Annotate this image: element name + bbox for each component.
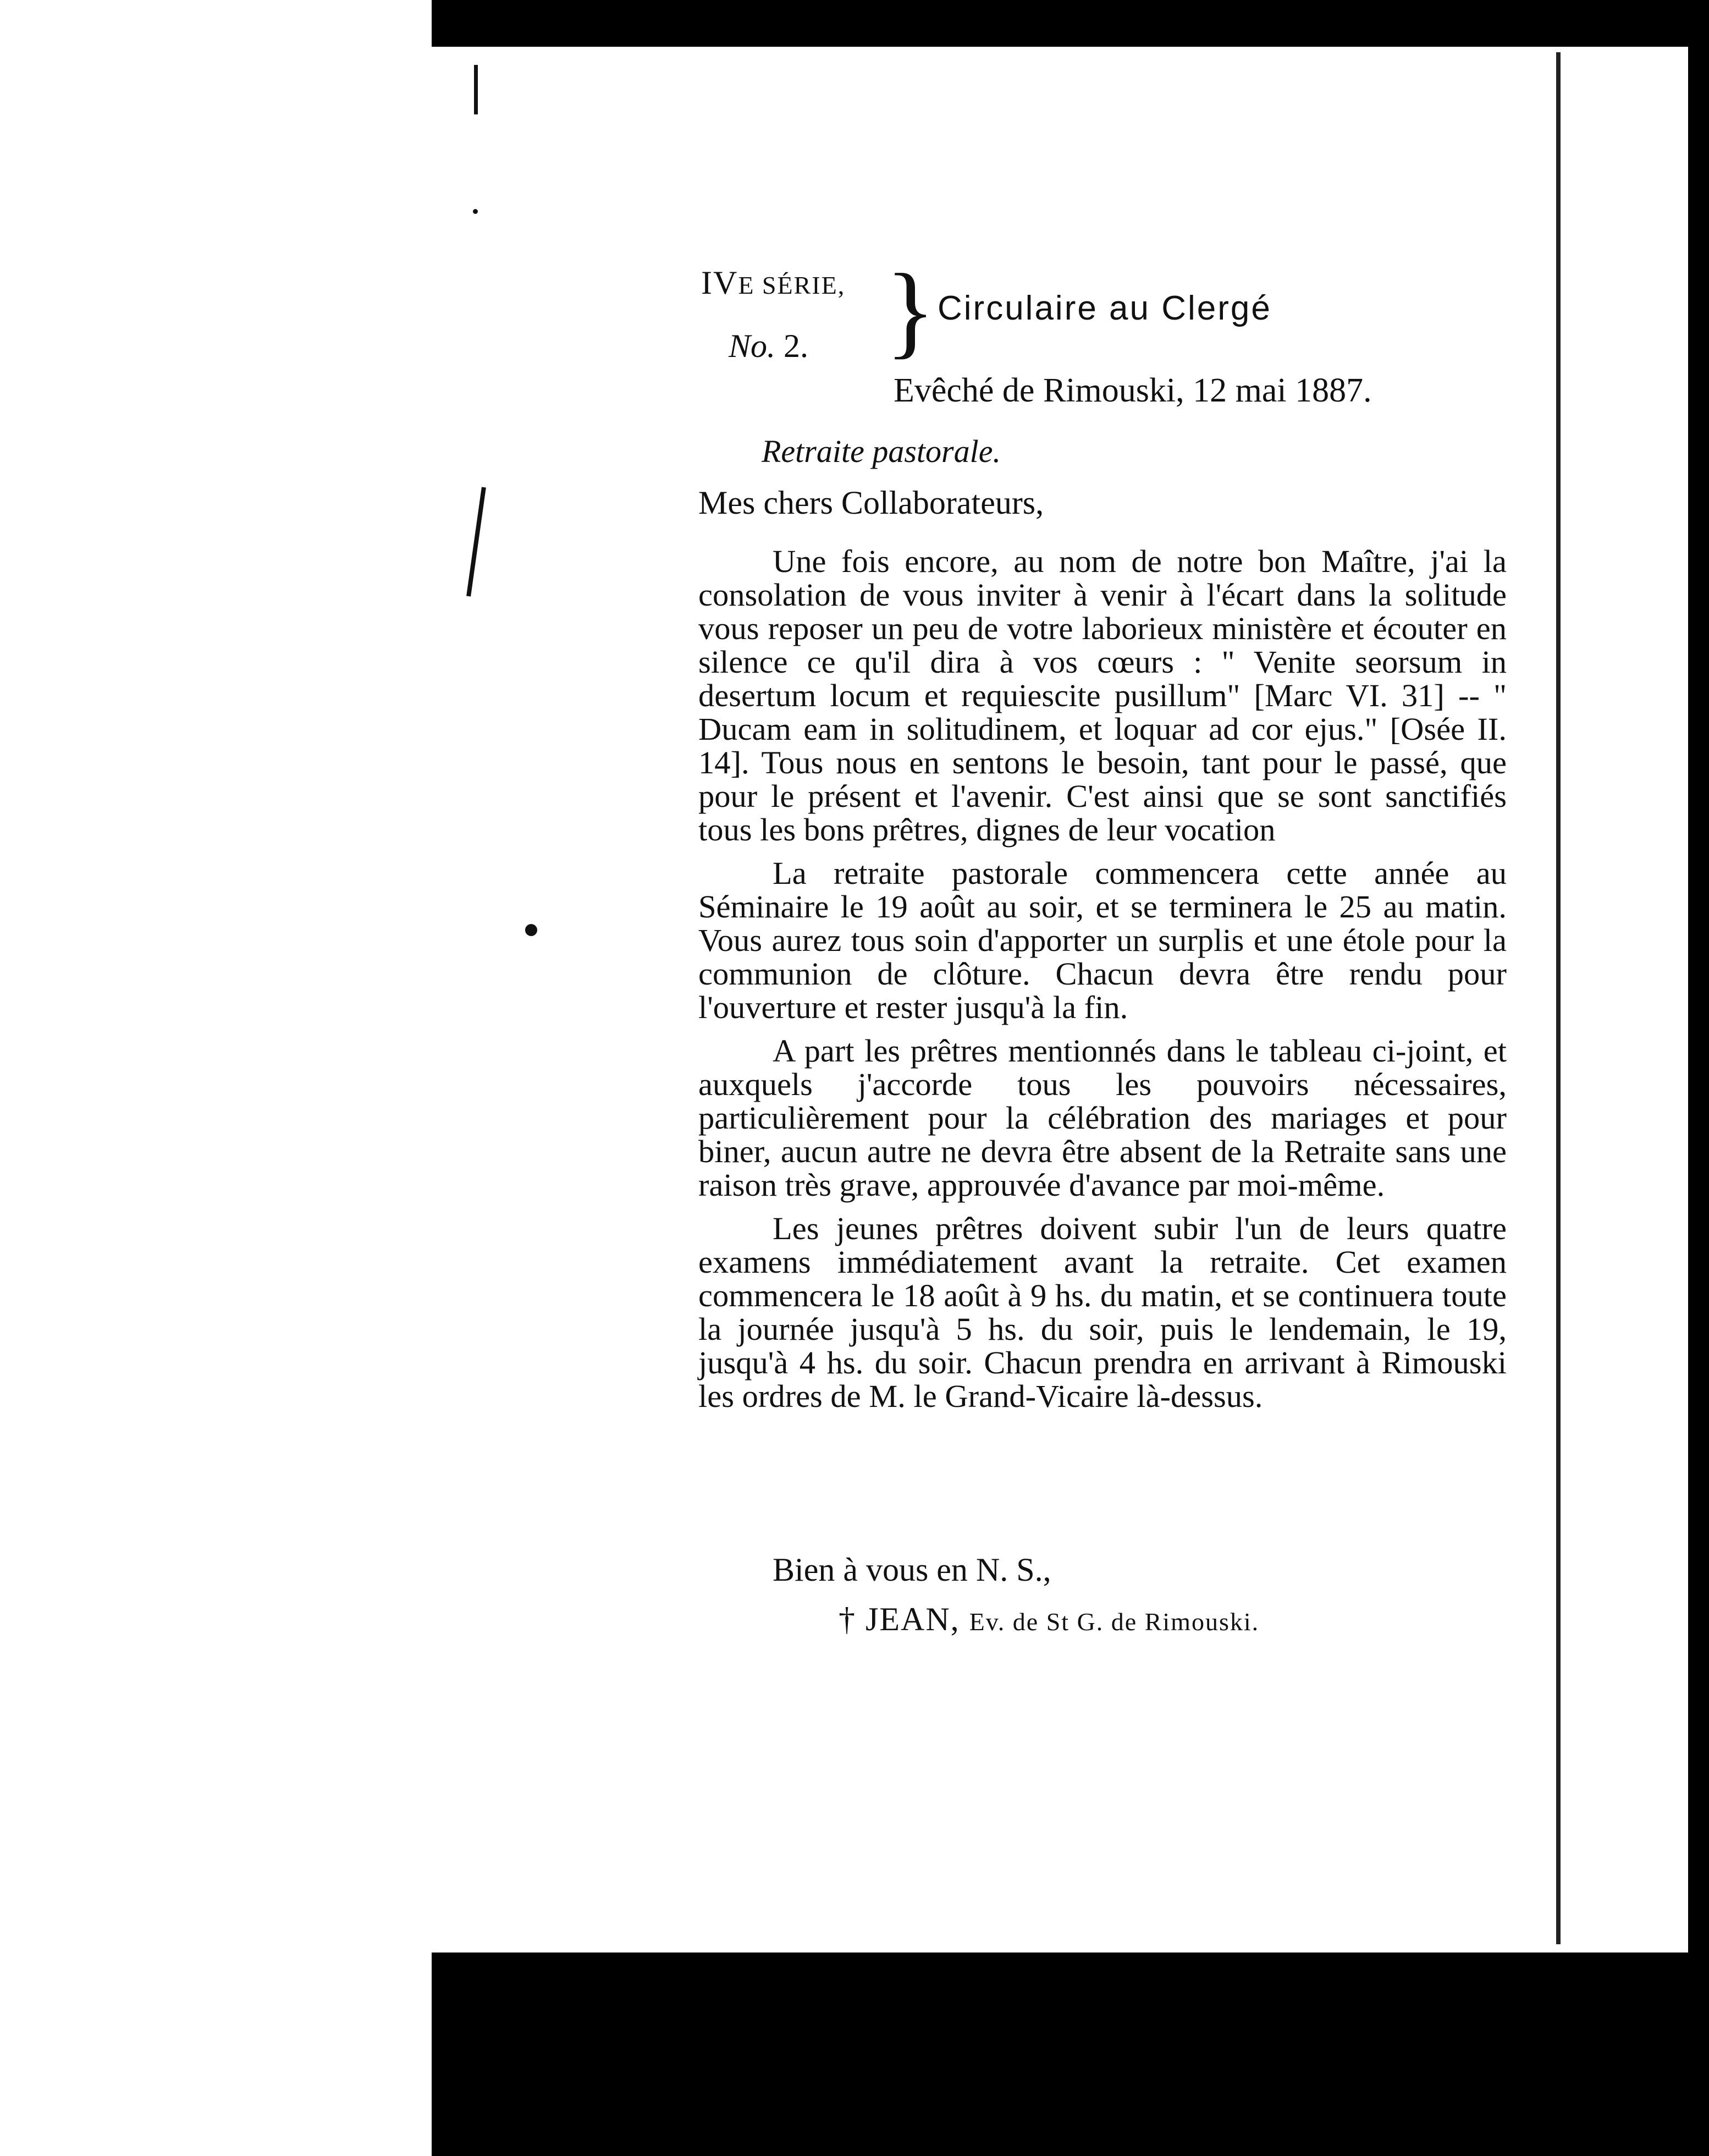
- document-page: [432, 47, 1688, 1953]
- page-edge-line: [1556, 52, 1561, 1944]
- number-value: 2.: [784, 328, 809, 364]
- place-date-line: Evêché de Rimouski, 12 mai 1887.: [894, 372, 1372, 409]
- ink-blot: [525, 924, 537, 936]
- series-prefix: IV: [701, 265, 738, 301]
- circular-number: [729, 327, 808, 365]
- cross-symbol: †: [839, 1601, 856, 1637]
- circular-header: [701, 253, 1498, 374]
- circular-title: Circulaire au Clergé: [938, 289, 1272, 327]
- blank-facing-page: [0, 0, 432, 2156]
- letter-body: [698, 544, 1507, 1423]
- paragraph-schedule: La retraite pastorale commencera cette année au Séminaire le 19 août au soir, et se terminera le 25 au matin. Vous aurez tous soin d'apporter un surplis et une étole pour la communion de clôture. Chacun devra être rendu pour l'ouverture et rester jusqu'à la fin.: [698, 855, 1507, 1025]
- paragraph-invitation: Une fois encore, au nom de notre bon Maître, j'ai la consolation de vous inviter à venir à l'écart dans la solitude vous reposer un peu de votre laborieux ministère et écouter en silence ce qu'il dira à vos cœurs : " Venite seorsum in desertum locum et requiescite pusillum" [Marc VI. 31] -- " Ducam eam in solitudinem, et loquar ad cor ejus." [Osée II. 14]. Tous nous en sentons le besoin, tant pour le passé, que pour le présent et l'avenir. C'est ainsi que se sont sanctifiés tous les bons prêtres, dignes de leur vocation: [698, 543, 1507, 848]
- signature-block: [839, 1601, 1259, 1638]
- series-label: [701, 264, 845, 302]
- paragraph-examinations: Les jeunes prêtres doivent subir l'un de leurs quatre examens immédiatement avant la retraite. Cet examen commencera le 18 août à 9 hs. du matin, et se continuera toute la journée jusqu'à 5 hs. du soir, puis le lendemain, le 19, jusqu'à 4 hs. du soir. Chacun prendra en arrivant à Rimouski les ordres de M. le Grand-Vicaire là-dessus.: [698, 1211, 1507, 1414]
- margin-scratch-mark: [474, 65, 478, 114]
- signer-title: Ev. de St G. de Rimouski.: [969, 1608, 1260, 1636]
- salutation: Mes chers Collaborateurs,: [698, 485, 1044, 521]
- paragraph-attendance: A part les prêtres mentionnés dans le tableau ci-joint, et auxquels j'accorde tous les pouvoirs nécessaires, particulièrement pour la célébration des mariages et pour biner, aucun autre ne devra être absent de la Retraite sans une raison très grave, approuvée d'avance par moi-même.: [698, 1033, 1507, 1203]
- subject-heading: Retraite pastorale.: [762, 433, 1001, 469]
- series-suffix: E SÉRIE,: [738, 271, 846, 299]
- closing-line: Bien à vous en N. S.,: [773, 1552, 1051, 1588]
- margin-dot: [473, 209, 478, 214]
- number-label: No.: [729, 328, 776, 364]
- signer-name: JEAN,: [865, 1601, 960, 1637]
- header-brace: }: [885, 253, 936, 369]
